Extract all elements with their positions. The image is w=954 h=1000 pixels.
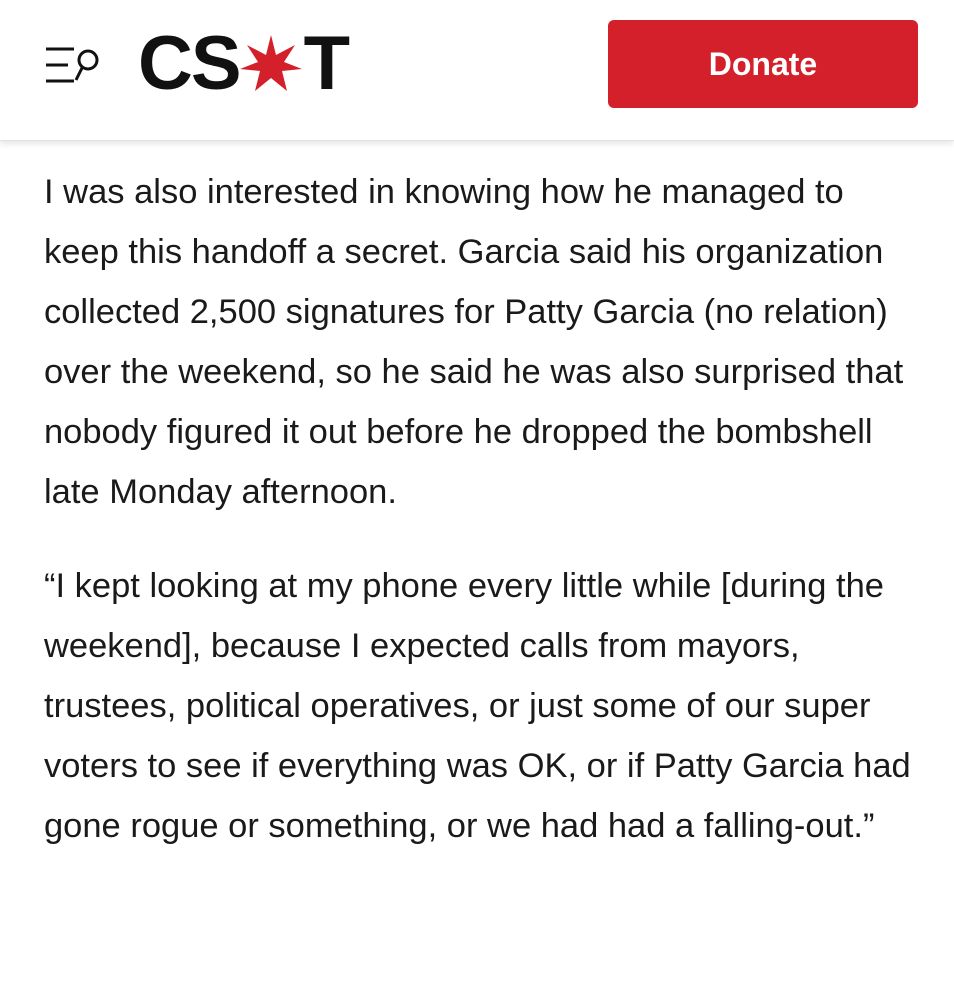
- article-paragraph: I was also interested in knowing how he managed to keep this handoff a secret. Garcia said his organization collected 2,500 signatures for Patty Garcia (no relation) over the weekend, so he said he was also surprised that nobody figured it out before he dropped the bombshell late Monday afternoon.: [44, 173, 904, 511]
- logo-right-text: T: [303, 21, 349, 106]
- site-header: [0, 0, 954, 141]
- star-icon: [240, 33, 302, 95]
- donate-button[interactable]: Donate: [608, 20, 918, 108]
- menu-search-icon[interactable]: [40, 40, 110, 90]
- article-paragraph: “I kept looking at my phone every little while [during the weekend], because I expected calls from mayors, trustees, political operatives, or just some of our super voters to see if everything was OK, or if Patty Garcia had gone rogue or something, or we had had a falling-out.”: [44, 567, 911, 845]
- logo-left-text: CS: [138, 21, 240, 106]
- article-body: [44, 162, 924, 890]
- site-logo[interactable]: [138, 21, 349, 106]
